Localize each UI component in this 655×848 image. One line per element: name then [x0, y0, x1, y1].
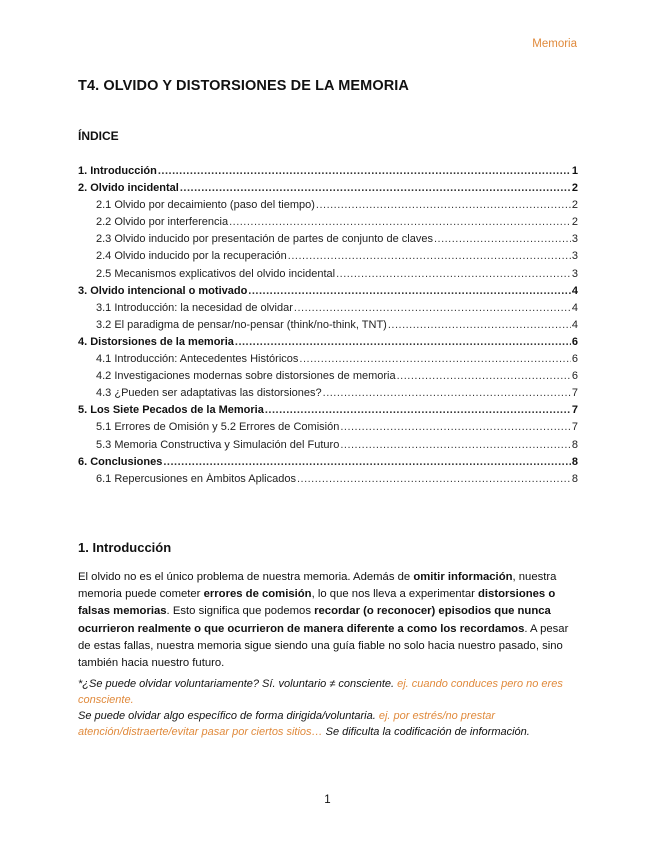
toc-entry-title: 2.1 Olvido por decaimiento (paso del tiempo): [96, 199, 315, 212]
toc-entry-page: 4: [571, 284, 578, 297]
bold-phrase: omitir información: [413, 571, 513, 583]
toc-entry-page: 3: [571, 267, 578, 280]
toc-entry[interactable]: [78, 370, 578, 387]
toc-leader-dots: [158, 165, 571, 177]
toc-entry-page: 3: [571, 233, 578, 246]
toc-entry-title: 2.4 Olvido inducido por la recuperación: [96, 250, 287, 263]
toc-leader-dots: [299, 353, 570, 365]
page-number: 1: [324, 794, 331, 806]
toc-entry-page: 7: [571, 421, 578, 434]
section-title-introduccion: 1. Introducción: [78, 540, 172, 555]
toc-entry[interactable]: [78, 387, 578, 404]
toc-entry[interactable]: [78, 456, 578, 473]
toc-leader-dots: [336, 268, 571, 280]
toc-leader-dots: [340, 439, 571, 451]
toc-entry-page: 4: [571, 301, 578, 314]
toc-entry[interactable]: [78, 250, 578, 267]
toc-entry-page: 4: [571, 318, 578, 331]
toc-entry-title: 4.1 Introducción: Antecedentes Históricos: [96, 353, 299, 366]
toc-entry-title: 5. Los Siete Pecados de la Memoria: [78, 404, 264, 417]
toc-entry-title: 6.1 Repercusiones en Ámbitos Aplicados: [96, 472, 296, 485]
toc-entry[interactable]: [78, 473, 578, 490]
toc-entry[interactable]: [78, 182, 578, 199]
toc-entry-page: 8: [571, 472, 578, 485]
toc-entry-page: 6: [571, 370, 578, 383]
toc-entry[interactable]: [78, 336, 578, 353]
bold-phrase: errores de comisión: [203, 588, 312, 601]
toc-entry[interactable]: [78, 404, 578, 421]
toc-entry-title: 5.3 Memoria Constructiva y Simulación del Futuro: [96, 438, 340, 451]
toc-entry-page: 7: [571, 404, 578, 417]
toc-entry[interactable]: [78, 199, 578, 216]
toc-entry-page: 6: [571, 353, 578, 366]
toc-leader-dots: [180, 182, 571, 194]
toc-leader-dots: [388, 319, 571, 331]
toc-entry[interactable]: [78, 421, 578, 438]
toc-leader-dots: [397, 370, 571, 382]
toc-leader-dots: [163, 456, 571, 468]
toc-leader-dots: [248, 285, 571, 297]
intro-paragraph: El olvido no es el único problema de nuestra memoria. Además de omitir información, nuestra memoria puede cometer errores de comisión, lo que nos lleva a experimentar distorsiones o falsas memorias. Esto significa que podemos recordar (o reconocer) episodios que nunca ocurrieron realmente o que ocurrieron de manera diferente a como los recordamos. A pesar de estas fallas, nuestra memoria sigue siendo una guía fiable no solo hacia nuestro pasado, sino también hacia nuestro futuro.: [78, 571, 569, 670]
toc-entry[interactable]: [78, 165, 578, 182]
toc-entry-title: 4. Distorsiones de la memoria: [78, 335, 234, 348]
orange-annotation: ej. cuando conduces pero no eres consciente.: [78, 678, 563, 706]
toc-entry-page: 1: [571, 165, 578, 177]
toc-entry-page: 7: [571, 387, 578, 400]
toc-leader-dots: [297, 473, 571, 485]
toc-entry-page: 2: [571, 182, 578, 195]
toc-leader-dots: [288, 250, 571, 262]
toc-entry-title: 3.2 El paradigma de pensar/no-pensar (think/no-think, TNT): [96, 318, 387, 331]
table-of-contents: [78, 165, 578, 490]
bold-phrase: distorsiones o falsas memorias: [78, 588, 556, 618]
toc-entry-title: 3.1 Introducción: la necesidad de olvidar: [96, 301, 293, 314]
toc-leader-dots: [316, 199, 571, 211]
running-header: Memoria: [532, 38, 577, 50]
toc-entry[interactable]: [78, 285, 578, 302]
toc-entry-title: 2.2 Olvido por interferencia: [96, 216, 229, 229]
toc-leader-dots: [434, 233, 571, 245]
toc-leader-dots: [265, 404, 571, 416]
toc-entry[interactable]: [78, 268, 578, 285]
italic-note: *¿Se puede olvidar voluntariamente? Sí. voluntario ≠ consciente. ej. cuando conduces pero no eres consciente. Se puede olvidar algo específico de forma dirigida/voluntaria. ej. por estrés/no prestar atención/distraerte/evitar pasar por ciertos sitios… Se dificulta la codificación de información.: [78, 678, 563, 738]
toc-entry-page: 2: [571, 216, 578, 229]
toc-entry[interactable]: [78, 216, 578, 233]
toc-entry-title: 4.2 Investigaciones modernas sobre distorsiones de memoria: [96, 370, 396, 383]
toc-entry[interactable]: [78, 353, 578, 370]
toc-leader-dots: [323, 387, 571, 399]
toc-entry-page: 2: [571, 199, 578, 212]
toc-leader-dots: [235, 336, 571, 348]
toc-leader-dots: [229, 216, 571, 228]
toc-entry-title: 1. Introducción: [78, 165, 157, 177]
toc-leader-dots: [340, 421, 571, 433]
toc-entry-title: 2.5 Mecanismos explicativos del olvido incidental: [96, 267, 336, 280]
toc-entry-page: 3: [571, 250, 578, 263]
toc-entry[interactable]: [78, 233, 578, 250]
document-title: T4. OLVIDO Y DISTORSIONES DE LA MEMORIA: [78, 78, 409, 94]
toc-entry[interactable]: [78, 439, 578, 456]
toc-entry-page: 8: [571, 455, 578, 468]
toc-entry-title: 5.1 Errores de Omisión y 5.2 Errores de Comisión: [96, 421, 340, 434]
toc-entry-page: 8: [571, 438, 578, 451]
toc-entry-page: 6: [571, 335, 578, 348]
toc-entry[interactable]: [78, 302, 578, 319]
toc-entry-title: 2.3 Olvido inducido por presentación de partes de conjunto de claves: [96, 233, 433, 246]
orange-annotation: ej. por estrés/no prestar atención/distraerte/evitar pasar por ciertos sitios…: [78, 710, 496, 738]
toc-entry-title: 3. Olvido intencional o motivado: [78, 284, 248, 297]
toc-heading: ÍNDICE: [78, 129, 119, 143]
bold-phrase: recordar (o reconocer) episodios que nunca ocurrieron realmente o que ocurrieron de manera diferente a como los recordamos: [78, 605, 551, 635]
toc-leader-dots: [294, 302, 571, 314]
toc-entry-title: 6. Conclusiones: [78, 455, 163, 468]
toc-entry-title: 4.3 ¿Pueden ser adaptativas las distorsiones?: [96, 387, 322, 400]
toc-entry-title: 2. Olvido incidental: [78, 182, 179, 195]
toc-entry[interactable]: [78, 319, 578, 336]
